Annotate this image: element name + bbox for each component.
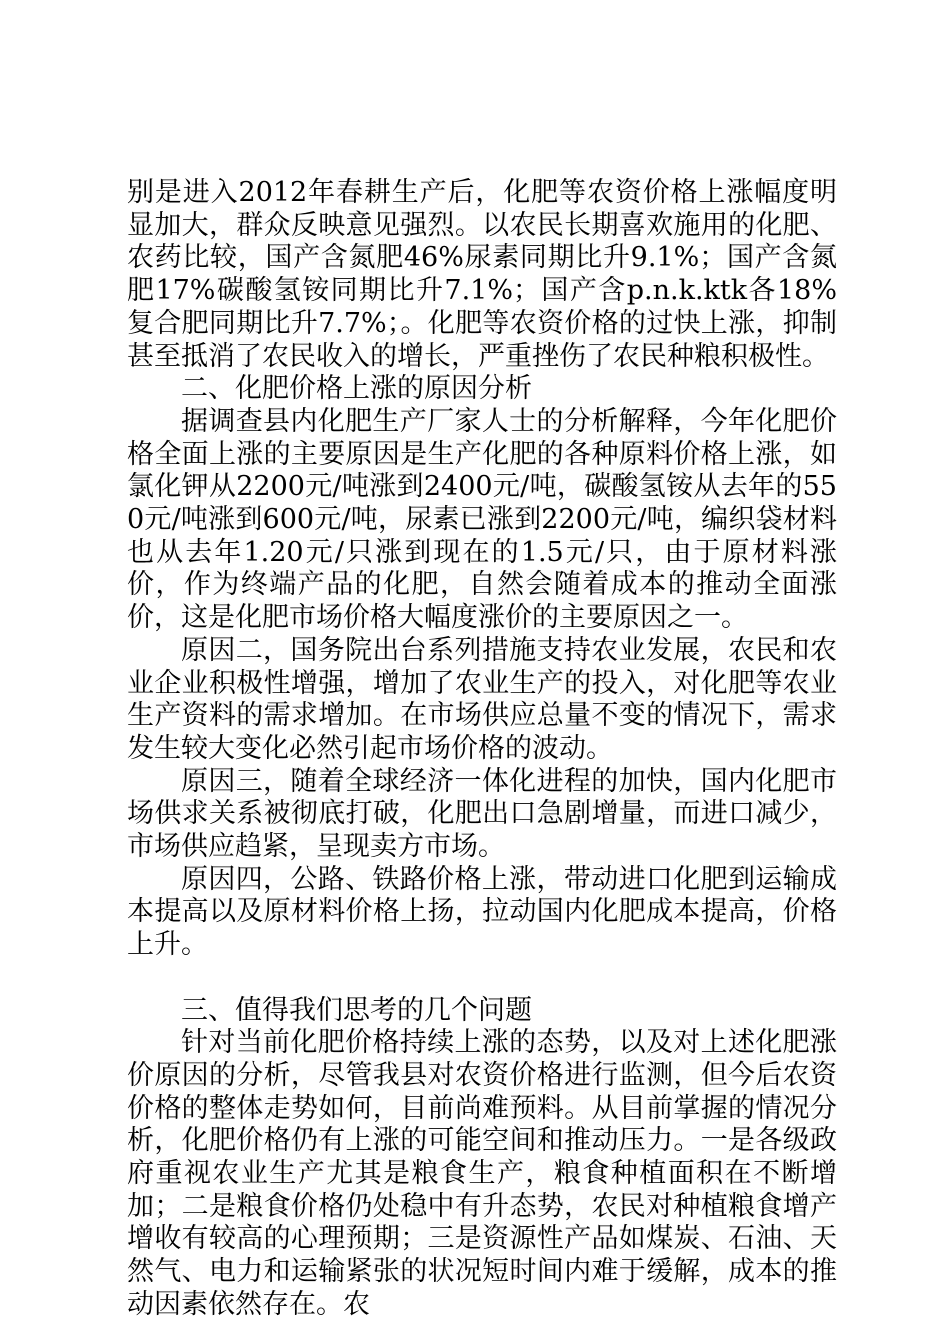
paragraph-price-increase: 别是进入2012年春耕生产后，化肥等农资价格上涨幅度明显加大，群众反映意见强烈。以农民长期喜欢施用的化肥、农药比较，国产含氮肥46%尿素同期比升9.1%；国产含氮肥17%碳酸氢铵同期比升7.1%；国产含p.n.k.ktk各18%复合肥同期比升7.7%；。化肥等农资价格的过快上涨，抑制甚至抵消了农民收入的增长，严重挫伤了农民种粮积极性。 (127, 177, 837, 372)
paragraph-cause-one: 据调查县内化肥生产厂家人士的分析解释，今年化肥价格全面上涨的主要原因是生产化肥的各种原料价格上涨，如氯化钾从2200元/吨涨到2400元/吨，碳酸氢铵从去年的550元/吨涨到600元/吨，尿素已涨到2200元/吨，编织袋材料也从去年1.20元/只涨到现在的1.5元/只，由于原材料涨价，作为终端产品的化肥，自然会随着成本的推动全面涨价，这是化肥市场价格大幅度涨价的主要原因之一。 (127, 405, 837, 634)
paragraph-cause-two: 原因二，国务院出台系列措施支持农业发展，农民和农业企业积极性增强，增加了农业生产的投入，对化肥等农业生产资料的需求增加。在市场供应总量不变的情况下，需求发生较大变化必然引起市场价格的波动。 (127, 634, 837, 764)
blank-line (127, 962, 837, 995)
document-body (127, 177, 837, 1322)
paragraph-cause-four: 原因四，公路、铁路价格上涨，带动进口化肥到运输成本提高以及原材料价格上扬，拉动国内化肥成本提高，价格上升。 (127, 863, 837, 961)
section-heading-cause-analysis: 二、化肥价格上涨的原因分析 (181, 373, 532, 405)
paragraph-issues: 针对当前化肥价格持续上涨的态势，以及对上述化肥涨价原因的分析，尽管我县对农资价格进行监测，但今后农资价格的整体走势如何，目前尚难预料。从目前掌握的情况分析，化肥价格仍有上涨的可能空间和推动压力。一是各级政府重视农业生产尤其是粮食生产，粮食种植面积在不断增加；二是粮食价格仍处稳中有升态势，农民对种植粮食增产增收有较高的心理预期；三是资源性产品如煤炭、石油、天然气、电力和运输紧张的状况短时间内难于缓解，成本的推动因素依然存在。农 (127, 1027, 837, 1320)
paragraph-cause-three: 原因三，随着全球经济一体化进程的加快，国内化肥市场供求关系被彻底打破，化肥出口急剧增量，而进口减少，市场供应趋紧，呈现卖方市场。 (127, 765, 837, 863)
section-heading-issues: 三、值得我们思考的几个问题 (181, 994, 532, 1026)
